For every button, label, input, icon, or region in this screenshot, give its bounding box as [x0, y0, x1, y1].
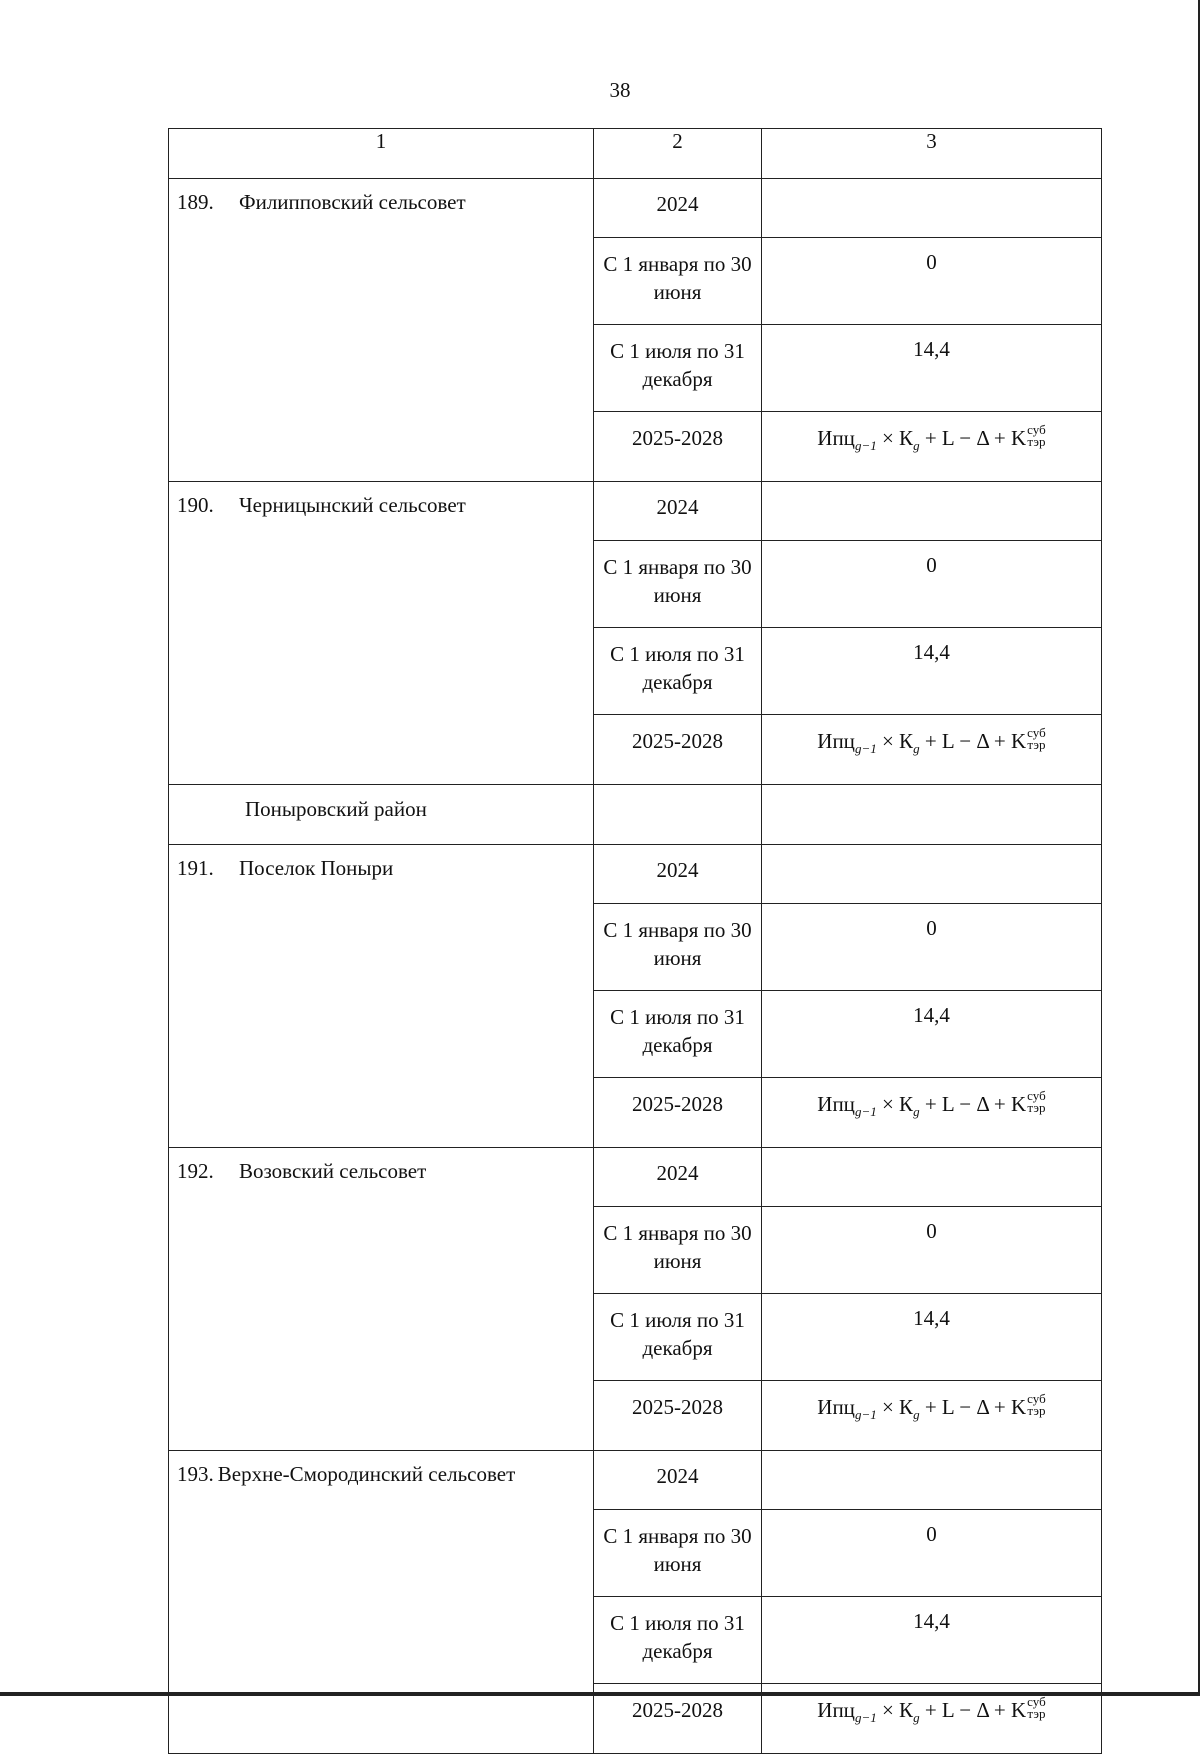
table-row — [169, 1148, 1102, 1207]
period-cell: 2024 — [594, 845, 762, 904]
formula-base: Ипц — [817, 1092, 855, 1116]
table-row — [169, 1451, 1102, 1510]
formula-k-sub2: тэр — [1027, 434, 1046, 450]
formula-base-sub: g−1 — [854, 1407, 877, 1423]
value-cell: 0 — [762, 1510, 1102, 1597]
settlement-cell — [169, 1148, 594, 1451]
settlement-name: Возовский сельсовет — [239, 1159, 427, 1183]
value-cell: 14,4 — [762, 1597, 1102, 1684]
formula-k-sub: g — [913, 741, 920, 757]
settlement-cell — [169, 845, 594, 1148]
formula-k-sub2: тэр — [1027, 737, 1046, 753]
value-cell-empty — [762, 179, 1102, 238]
district-row — [169, 785, 1102, 845]
entry-number: 190. — [177, 493, 214, 517]
value-cell-empty — [762, 1148, 1102, 1207]
empty-cell — [594, 785, 762, 845]
page-number: 38 — [609, 78, 631, 102]
period-cell: С 1 января по 30 июня — [594, 904, 762, 991]
formula-base: Ипц — [817, 729, 855, 753]
settlement-name: Филипповский сельсовет — [239, 190, 466, 214]
period-cell: 2025-2028 — [594, 1684, 762, 1754]
formula-k-sup: суб — [1027, 422, 1046, 438]
formula-cell — [762, 1381, 1102, 1451]
period-cell: 2025-2028 — [594, 715, 762, 785]
formula-cell — [762, 1684, 1102, 1754]
formula-base: Ипц — [817, 1395, 855, 1419]
settlement-cell — [169, 179, 594, 482]
formula-k-sup: суб — [1027, 1391, 1046, 1407]
formula-middle: + L − Δ + K — [924, 729, 1027, 753]
period-cell: С 1 июля по 31 декабря — [594, 325, 762, 412]
settlement-name: Верхне-Смородинский сельсовет — [217, 1462, 516, 1486]
period-cell: С 1 января по 30 июня — [594, 1207, 762, 1294]
period-cell: 2024 — [594, 482, 762, 541]
formula-middle: + L − Δ + K — [924, 1092, 1027, 1116]
period-cell: С 1 июля по 31 декабря — [594, 628, 762, 715]
formula-middle: + L − Δ + K — [924, 426, 1027, 450]
formula-k-sub2: тэр — [1027, 1706, 1046, 1722]
formula-times: × К — [881, 426, 914, 450]
header-col-2: 2 — [594, 129, 762, 179]
header-col-1: 1 — [169, 129, 594, 179]
table-row — [169, 179, 1102, 238]
table-row — [169, 482, 1102, 541]
period-cell: 2024 — [594, 1148, 762, 1207]
value-cell-empty — [762, 482, 1102, 541]
period-cell: 2025-2028 — [594, 1381, 762, 1451]
formula-base-sub: g−1 — [854, 438, 877, 454]
period-cell: С 1 января по 30 июня — [594, 541, 762, 628]
formula-k-sub2: тэр — [1027, 1100, 1046, 1116]
formula-base-sub: g−1 — [854, 741, 877, 757]
settlement-cell — [169, 482, 594, 785]
formula-k-sub: g — [913, 438, 920, 454]
value-cell: 0 — [762, 238, 1102, 325]
formula-k-sup: суб — [1027, 1694, 1046, 1710]
period-cell: 2024 — [594, 179, 762, 238]
formula-cell — [762, 412, 1102, 482]
table-row — [169, 845, 1102, 904]
formula-base-sub: g−1 — [854, 1104, 877, 1120]
entry-number: 189. — [177, 190, 214, 214]
formula-k-sub2: тэр — [1027, 1403, 1046, 1419]
formula-k-sub: g — [913, 1710, 920, 1726]
period-cell: 2025-2028 — [594, 1078, 762, 1148]
period-cell: 2025-2028 — [594, 412, 762, 482]
entry-number: 192. — [177, 1159, 214, 1183]
formula-k-sub: g — [913, 1407, 920, 1423]
value-cell: 0 — [762, 904, 1102, 991]
value-cell-empty — [762, 1451, 1102, 1510]
settlement-cell — [169, 1451, 594, 1754]
period-cell: С 1 января по 30 июня — [594, 1510, 762, 1597]
value-cell: 14,4 — [762, 1294, 1102, 1381]
entry-number: 193. — [177, 1462, 214, 1486]
value-cell: 14,4 — [762, 325, 1102, 412]
settlement-name: Черницынский сельсовет — [239, 493, 466, 517]
settlement-name: Поселок Поныри — [239, 856, 394, 880]
value-cell: 14,4 — [762, 628, 1102, 715]
formula-k-sup: суб — [1027, 1088, 1046, 1104]
period-cell: С 1 июля по 31 декабря — [594, 991, 762, 1078]
formula-middle: + L − Δ + K — [924, 1395, 1027, 1419]
value-cell: 0 — [762, 541, 1102, 628]
period-cell: С 1 июля по 31 декабря — [594, 1294, 762, 1381]
formula-times: × К — [881, 1698, 914, 1722]
formula-middle: + L − Δ + K — [924, 1698, 1027, 1722]
district-name: Поныровский район — [169, 785, 594, 845]
formula-times: × К — [881, 1395, 914, 1419]
value-cell: 0 — [762, 1207, 1102, 1294]
formula-times: × К — [881, 1092, 914, 1116]
formula-base-sub: g−1 — [854, 1710, 877, 1726]
formula-cell — [762, 715, 1102, 785]
formula-k-sup: суб — [1027, 725, 1046, 741]
period-cell: С 1 января по 30 июня — [594, 238, 762, 325]
value-cell-empty — [762, 845, 1102, 904]
period-cell: 2024 — [594, 1451, 762, 1510]
header-col-3: 3 — [762, 129, 1102, 179]
period-cell: С 1 июля по 31 декабря — [594, 1597, 762, 1684]
formula-base: Ипц — [817, 426, 855, 450]
formula-cell — [762, 1078, 1102, 1148]
empty-cell — [762, 785, 1102, 845]
value-cell: 14,4 — [762, 991, 1102, 1078]
formula-base: Ипц — [817, 1698, 855, 1722]
tariff-table — [168, 128, 1102, 1754]
formula-times: × К — [881, 729, 914, 753]
formula-k-sub: g — [913, 1104, 920, 1120]
table-header-row — [169, 129, 1102, 179]
entry-number: 191. — [177, 856, 214, 880]
